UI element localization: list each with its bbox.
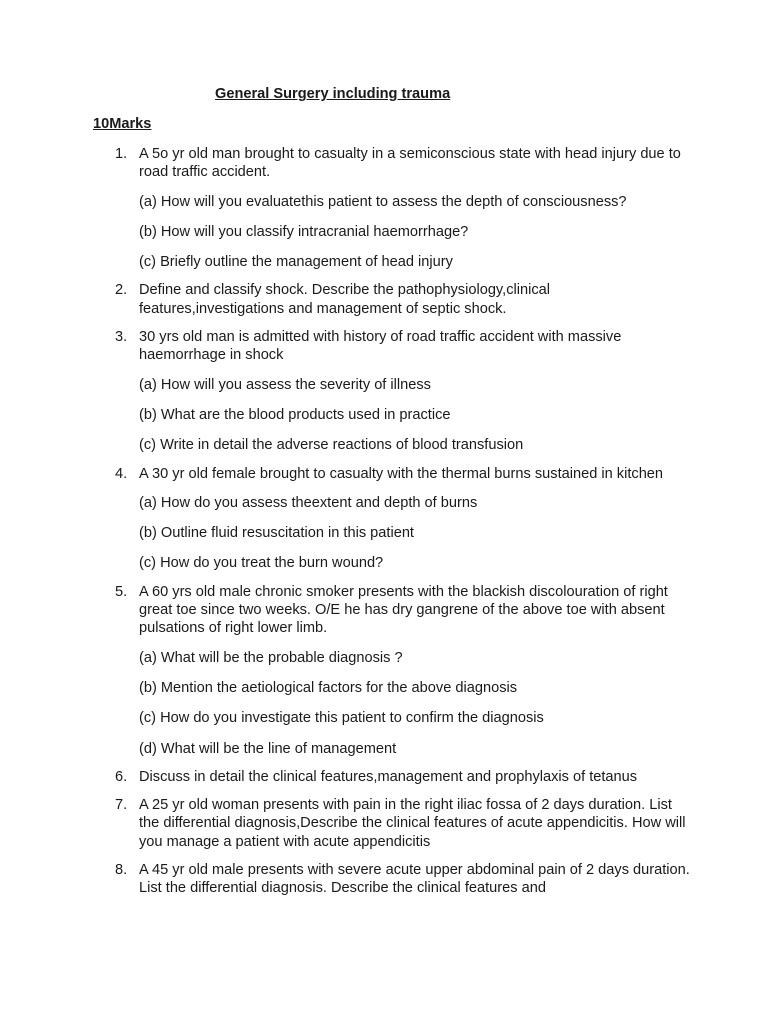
question-list bbox=[92, 145, 692, 908]
subpart-item: (a) How will you assess the severity of illness bbox=[139, 376, 431, 393]
question-number: 4. bbox=[115, 465, 128, 482]
subpart-item: (c) Briefly outline the management of head injury bbox=[139, 254, 453, 271]
question-number: 8. bbox=[115, 862, 128, 879]
question-number: 7. bbox=[115, 797, 128, 814]
subpart-item: (b) Mention the aetiological factors for the above diagnosis bbox=[139, 679, 518, 696]
subpart-list bbox=[139, 376, 692, 455]
question-number: 2. bbox=[115, 282, 128, 299]
question-item bbox=[92, 145, 692, 271]
question-text: A 25 yr old woman presents with pain in the right iliac fossa of 2 days duration. List the differential diagnosis,Describe the clinical features of acute appendicitis. How will you manage a patient with acute appendicitis bbox=[139, 797, 686, 850]
subpart-list bbox=[139, 649, 692, 758]
subpart-list bbox=[139, 193, 692, 272]
question-text: A 45 yr old male presents with severe acute upper abdominal pain of 2 days duration. List the differential diagnosis. Describe the clinical features and bbox=[139, 862, 690, 897]
question-item bbox=[92, 861, 692, 898]
question-text: A 5o yr old man brought to casualty in a semiconscious state with head injury due to road traffic accident. bbox=[139, 146, 681, 181]
subpart-item: (a) How will you evaluatethis patient to assess the depth of consciousness? bbox=[139, 193, 627, 210]
question-item bbox=[92, 583, 692, 758]
subpart-item: (c) How do you treat the burn wound? bbox=[139, 555, 384, 572]
document-title: General Surgery including trauma bbox=[215, 86, 451, 102]
question-text: A 30 yr old female brought to casualty with the thermal burns sustained in kitchen bbox=[139, 465, 664, 482]
question-item bbox=[92, 768, 692, 786]
question-text: A 60 yrs old male chronic smoker presents with the blackish discolouration of right great toe since two weeks. O/E he has dry gangrene of the above toe with absent pulsations of right lower limb. bbox=[139, 583, 668, 637]
question-text: 30 yrs old man is admitted with history of road traffic accident with massive haemorrhage in shock bbox=[139, 329, 622, 364]
question-number: 5. bbox=[115, 583, 128, 600]
subpart-item: (b) Outline fluid resuscitation in this patient bbox=[139, 525, 414, 542]
subpart-list bbox=[139, 494, 692, 573]
question-item bbox=[92, 328, 692, 454]
question-number: 6. bbox=[115, 768, 128, 785]
subpart-item: (b) What are the blood products used in practice bbox=[139, 406, 451, 423]
question-text: Discuss in detail the clinical features,management and prophylaxis of tetanus bbox=[139, 768, 638, 785]
subpart-item: (a) How do you assess theextent and depth of burns bbox=[139, 494, 478, 511]
subpart-item: (a) What will be the probable diagnosis ? bbox=[139, 649, 403, 666]
question-item bbox=[92, 281, 692, 318]
question-item bbox=[92, 465, 692, 573]
question-number: 3. bbox=[115, 329, 128, 346]
question-number: 1. bbox=[115, 146, 128, 162]
subpart-item: (c) Write in detail the adverse reactions of blood transfusion bbox=[139, 437, 524, 454]
subpart-item: (c) How do you investigate this patient to confirm the diagnosis bbox=[139, 710, 544, 727]
subpart-item: (d) What will be the line of management bbox=[139, 740, 397, 757]
question-text: Define and classify shock. Describe the pathophysiology,clinical features,investigations and management of septic shock. bbox=[139, 282, 550, 317]
question-item bbox=[92, 796, 692, 851]
section-heading: 10Marks bbox=[93, 116, 152, 132]
subpart-item: (b) How will you classify intracranial haemorrhage? bbox=[139, 223, 469, 240]
